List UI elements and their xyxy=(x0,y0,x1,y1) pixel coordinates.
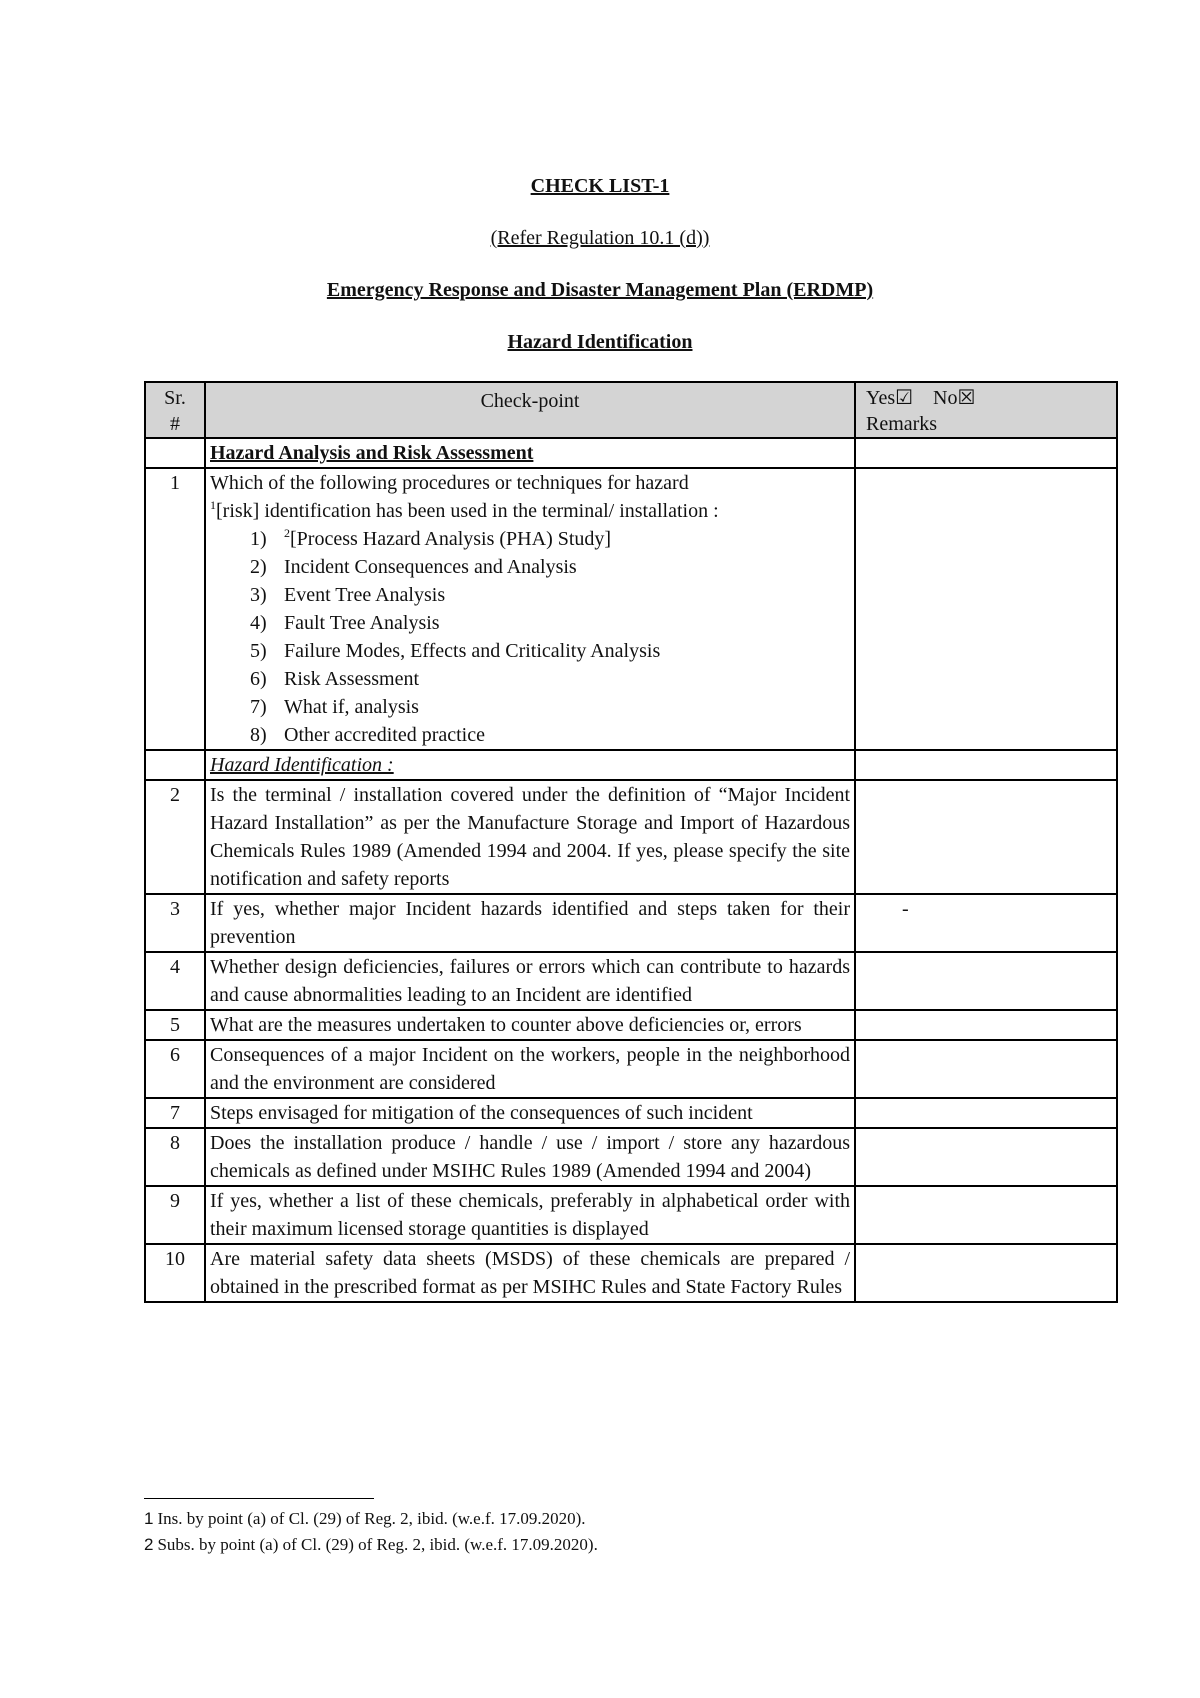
header-checkpoint: Check-point xyxy=(205,382,855,438)
table-cell-remarks xyxy=(855,1128,1117,1186)
table-row xyxy=(145,1128,1117,1186)
header-yes-no-label: Yes☑ No☒ xyxy=(866,387,976,409)
footnote-number: 1 xyxy=(144,1509,154,1528)
footnote-divider xyxy=(144,1498,374,1499)
table-cell-remarks xyxy=(855,1010,1117,1040)
table-cell-sr: 8 xyxy=(145,1128,205,1186)
table-cell-checkpoint: Whether design deficiencies, failures or errors which can contribute to hazards and cause abnormalities leading to an Incident are identified xyxy=(205,952,855,1010)
table-row xyxy=(145,952,1117,1010)
option-item xyxy=(250,721,850,749)
section-row xyxy=(145,750,1117,780)
table-cell-sr: 6 xyxy=(145,1040,205,1098)
table-row xyxy=(145,468,1117,750)
option-item xyxy=(250,553,850,581)
table-row xyxy=(145,1098,1117,1128)
option-number: 8) xyxy=(250,724,267,746)
option-number: 4) xyxy=(250,612,267,634)
document-title: CHECK LIST-1 xyxy=(530,175,670,197)
row-text: [risk] identification has been used in the terminal/ installation : xyxy=(216,500,719,522)
option-number: 5) xyxy=(250,640,267,662)
row-text: Which of the following procedures or techniques for hazard xyxy=(210,472,689,494)
table-row xyxy=(145,1040,1117,1098)
option-item xyxy=(250,581,850,609)
table-cell-remarks xyxy=(855,750,1117,780)
table-cell-remarks xyxy=(855,1244,1117,1302)
table-cell-checkpoint: Is the terminal / installation covered under the definition of “Major Incident Hazard Installation” as per the Manufacture Storage and Import of Hazardous Chemicals Rules 1989 (Amended 1994 and 2004. If yes, please specify the site notification and safety reports xyxy=(205,780,855,894)
footnote-number: 2 xyxy=(144,1535,154,1554)
option-item xyxy=(250,693,850,721)
footnote-ref: 1 xyxy=(210,498,216,512)
table-cell-checkpoint: Does the installation produce / handle / use / import / store any hazardous chemicals as defined under MSIHC Rules 1989 (Amended 1994 and 2004) xyxy=(205,1128,855,1186)
table-cell-sr: 7 xyxy=(145,1098,205,1128)
option-number: 1) xyxy=(250,528,267,550)
table-row xyxy=(145,894,1117,952)
table-cell-checkpoint xyxy=(205,750,855,780)
option-number: 3) xyxy=(250,584,267,606)
section-heading: Hazard Identification xyxy=(507,331,693,353)
footnote-ref: 2 xyxy=(284,526,290,540)
section-row xyxy=(145,438,1117,468)
option-item xyxy=(250,525,850,553)
footnote-item xyxy=(144,1532,598,1558)
table-cell-checkpoint: What are the measures undertaken to counter above deficiencies or, errors xyxy=(205,1010,855,1040)
table-cell-checkpoint: If yes, whether a list of these chemicals, preferably in alphabetical order with their maximum licensed storage quantities is displayed xyxy=(205,1186,855,1244)
table-row xyxy=(145,1010,1117,1040)
table-cell-remarks xyxy=(855,1040,1117,1098)
option-text: Incident Consequences and Analysis xyxy=(284,556,577,578)
option-item xyxy=(250,665,850,693)
option-number: 2) xyxy=(250,556,267,578)
table-cell-remarks xyxy=(855,952,1117,1010)
table-cell-remarks: - xyxy=(855,894,1117,952)
header-sr-hash: # xyxy=(170,413,180,435)
checklist-table xyxy=(144,381,1118,1303)
table-row xyxy=(145,1186,1117,1244)
table-row xyxy=(145,1244,1117,1302)
option-text: [Process Hazard Analysis (PHA) Study] xyxy=(290,528,612,550)
header-sr-label: Sr. xyxy=(164,387,186,409)
table-cell-sr: 9 xyxy=(145,1186,205,1244)
header-sr xyxy=(145,382,205,438)
footnote-item xyxy=(144,1506,598,1532)
table-cell-remarks xyxy=(855,1098,1117,1128)
table-cell-remarks xyxy=(855,438,1117,468)
regulation-reference: (Refer Regulation 10.1 (d)) xyxy=(490,227,710,249)
option-item xyxy=(250,609,850,637)
document-subtitle: Emergency Response and Disaster Management Plan (ERDMP) xyxy=(326,279,874,301)
option-text: Event Tree Analysis xyxy=(284,584,446,606)
footnotes xyxy=(144,1506,598,1558)
table-cell-sr: 3 xyxy=(145,894,205,952)
table-cell-checkpoint: If yes, whether major Incident hazards identified and steps taken for their prevention xyxy=(205,894,855,952)
table-cell-sr: 1 xyxy=(145,468,205,750)
table-cell-remarks xyxy=(855,1186,1117,1244)
table-cell-sr: 2 xyxy=(145,780,205,894)
table-cell-checkpoint: Consequences of a major Incident on the workers, people in the neighborhood and the environment are considered xyxy=(205,1040,855,1098)
table-row xyxy=(145,780,1117,894)
table-cell-remarks xyxy=(855,780,1117,894)
table-header-row xyxy=(145,382,1117,438)
table-cell-sr: 5 xyxy=(145,1010,205,1040)
table-cell-sr: 10 xyxy=(145,1244,205,1302)
option-text: Fault Tree Analysis xyxy=(284,612,440,634)
table-cell-remarks xyxy=(855,468,1117,750)
header-remarks xyxy=(855,382,1117,438)
option-number: 7) xyxy=(250,696,267,718)
header-remarks-label: Remarks xyxy=(866,413,938,435)
footnote-text: Ins. by point (a) of Cl. (29) of Reg. 2, ibid. (w.e.f. 17.09.2020). xyxy=(157,1509,586,1528)
table-cell-sr xyxy=(145,438,205,468)
option-text: Failure Modes, Effects and Criticality Analysis xyxy=(284,640,661,662)
section-title-hazard-analysis: Hazard Analysis and Risk Assessment xyxy=(210,442,534,464)
section-title-hazard-identification: Hazard Identification : xyxy=(210,754,394,776)
table-cell-sr xyxy=(145,750,205,780)
option-text: Other accredited practice xyxy=(284,724,485,746)
option-text: What if, analysis xyxy=(284,696,419,718)
option-item xyxy=(250,637,850,665)
technique-options-list xyxy=(210,525,850,749)
table-cell-sr: 4 xyxy=(145,952,205,1010)
option-number: 6) xyxy=(250,668,267,690)
table-cell-checkpoint xyxy=(205,468,855,750)
table-cell-checkpoint: Steps envisaged for mitigation of the consequences of such incident xyxy=(205,1098,855,1128)
footnote-text: Subs. by point (a) of Cl. (29) of Reg. 2, ibid. (w.e.f. 17.09.2020). xyxy=(157,1535,598,1554)
table-cell-checkpoint: Are material safety data sheets (MSDS) of these chemicals are prepared / obtained in the prescribed format as per MSIHC Rules and State Factory Rules xyxy=(205,1244,855,1302)
option-text: Risk Assessment xyxy=(284,668,420,690)
table-cell-checkpoint xyxy=(205,438,855,468)
